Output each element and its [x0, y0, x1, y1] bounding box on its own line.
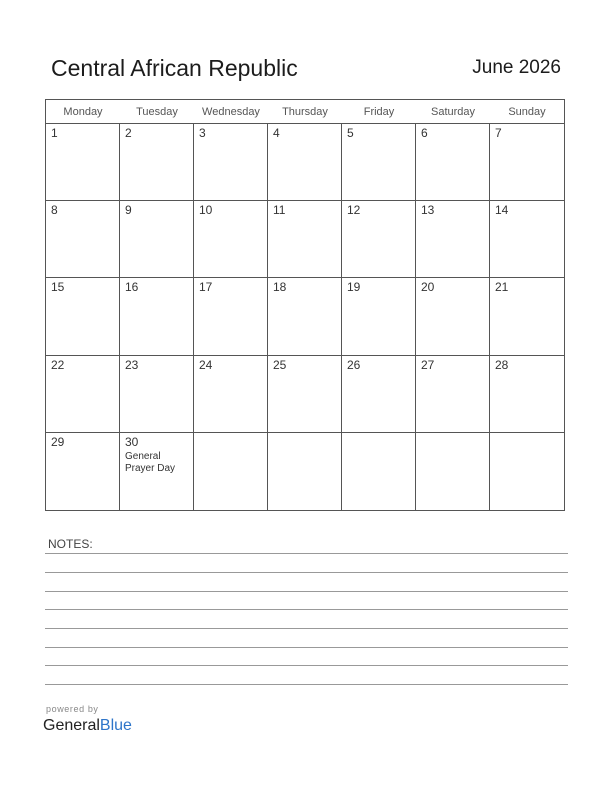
note-line [45, 572, 568, 573]
day-cell [194, 433, 268, 510]
note-line [45, 647, 568, 648]
note-line [45, 665, 568, 666]
day-number: 16 [125, 280, 139, 295]
day-number: 4 [273, 126, 280, 140]
calendar-grid [45, 99, 565, 511]
day-number: 5 [347, 126, 354, 140]
day-cell [268, 124, 342, 201]
day-cell [194, 124, 268, 201]
day-cell [342, 278, 416, 355]
weekday-saturday: Saturday [430, 106, 476, 118]
holiday-label: General Prayer Day [125, 450, 176, 474]
note-line [45, 591, 568, 592]
weekday-wednesday: Wednesday [202, 106, 260, 118]
day-number: 21 [495, 280, 509, 295]
day-cell [194, 356, 268, 433]
day-cell [268, 433, 342, 510]
day-number: 14 [495, 203, 509, 218]
brand-logo [43, 717, 132, 735]
weekday-sunday: Sunday [508, 106, 546, 118]
month-label: June 2026 [472, 57, 561, 78]
day-cell [120, 356, 194, 433]
day-cell [490, 278, 564, 355]
weekday-header [46, 100, 564, 124]
day-cell [268, 201, 342, 278]
day-number: 11 [273, 203, 286, 218]
day-cell [268, 356, 342, 433]
day-number: 7 [495, 126, 502, 140]
day-cell [46, 356, 120, 433]
day-cell [194, 201, 268, 278]
day-cell [120, 278, 194, 355]
day-cell [490, 356, 564, 433]
note-line [45, 684, 568, 685]
day-cell [490, 433, 564, 510]
day-number: 30 [125, 434, 139, 449]
day-number: 15 [51, 280, 65, 295]
weekday-friday: Friday [363, 106, 395, 118]
day-number: 26 [347, 357, 361, 372]
day-cell [342, 201, 416, 278]
day-cell [490, 201, 564, 278]
day-cell [342, 124, 416, 201]
day-number: 8 [51, 203, 58, 218]
day-cell [416, 433, 490, 510]
day-cell [342, 356, 416, 433]
note-line [45, 609, 568, 610]
note-line [45, 553, 568, 554]
day-number: 27 [421, 357, 435, 372]
day-cell [416, 356, 490, 433]
day-cell [490, 124, 564, 201]
day-number: 3 [199, 126, 206, 140]
day-cell [46, 201, 120, 278]
day-cell [120, 124, 194, 201]
day-number: 1 [51, 126, 58, 140]
day-grid [46, 124, 564, 510]
day-cell [46, 433, 120, 510]
day-cell [120, 201, 194, 278]
day-number: 25 [273, 357, 287, 372]
day-number: 9 [125, 203, 132, 218]
brand-blue-text: Blue [99, 717, 132, 734]
day-number: 23 [125, 357, 139, 372]
brand-general-text: General [43, 717, 100, 734]
day-cell [120, 433, 194, 510]
weekday-thursday: Thursday [282, 106, 328, 118]
day-number: 24 [199, 357, 213, 372]
day-number: 10 [199, 203, 213, 218]
day-number: 17 [199, 280, 213, 295]
day-cell [194, 278, 268, 355]
day-number: 18 [273, 280, 287, 295]
day-cell [342, 433, 416, 510]
day-number: 2 [125, 126, 132, 140]
day-number: 22 [51, 357, 65, 372]
day-number: 20 [421, 280, 435, 295]
note-line [45, 628, 568, 629]
day-cell [46, 278, 120, 355]
day-cell [416, 201, 490, 278]
day-number: 6 [421, 126, 428, 140]
day-cell [416, 124, 490, 201]
day-cell [46, 124, 120, 201]
day-number: 28 [495, 357, 509, 372]
day-number: 12 [347, 203, 361, 218]
weekday-tuesday: Tuesday [136, 106, 178, 118]
powered-by-text: powered by [46, 704, 99, 714]
weekday-monday: Monday [63, 106, 103, 118]
day-cell [268, 278, 342, 355]
day-number: 19 [347, 280, 361, 295]
day-number: 29 [51, 434, 65, 449]
calendar-title: Central African Republic [51, 55, 298, 81]
notes-label: NOTES: [48, 537, 93, 551]
day-cell [416, 278, 490, 355]
day-number: 13 [421, 203, 435, 218]
